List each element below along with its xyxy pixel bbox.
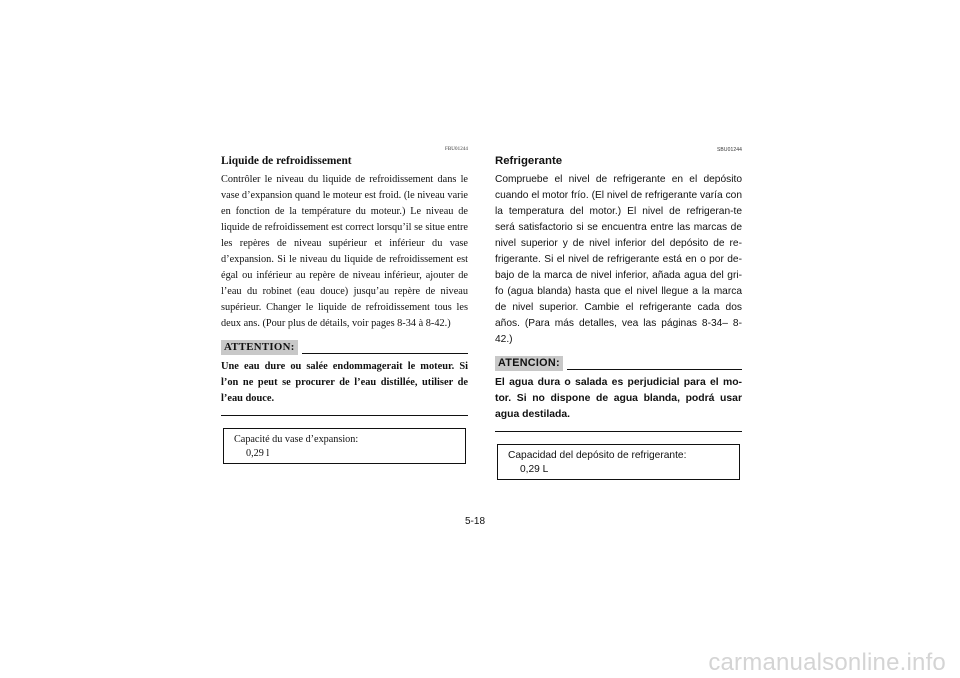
section-code: FBU01244 (444, 147, 468, 152)
caution-block (221, 339, 468, 416)
section-body: Compruebe el nivel de refrigerante en el depósito cuando el motor frío. (El nivel de refrigerante varía con la temperatura del motor.) El nivel de refrigeran-te será satisfactorio si se encuentra entre las marcas de nivel superior y de nivel inferior del depósito de re-frigerante. Si el nivel de refrigerante está en o por de-bajo de la marca de nivel inferior, añada agua del gri-fo (agua blanda) hasta que el nivel llegue a la marca de nivel superior. Cambie el refrigerante cada dos años. (Para más detalles, vea las páginas 8-34– 8-42.) (495, 174, 742, 345)
section-heading: Refrigerante (495, 155, 563, 167)
spec-box (497, 444, 740, 480)
spanish-column (495, 146, 742, 480)
caution-header (221, 339, 468, 355)
section-heading: Liquide de refroidissement (221, 155, 352, 167)
divider (567, 369, 742, 370)
caution-text: El agua dura o salada es perjudicial para el mo-tor. Si no dispone de agua blanda, podrá usar agua destilada. (495, 377, 742, 420)
spec-label: Capacidad del depósito de refrigerante: (508, 450, 687, 461)
caution-block (495, 355, 742, 432)
french-column (221, 146, 468, 464)
caution-label: ATTENTION: (221, 340, 298, 355)
spec-box (223, 428, 466, 464)
watermark: carmanualsonline.info (708, 649, 946, 676)
caution-label: ATENCION: (495, 356, 563, 371)
spec-value: 0,29 L (520, 464, 549, 475)
caution-header (495, 355, 742, 371)
section-code: SBU01244 (717, 147, 742, 153)
spec-value: 0,29 l (246, 448, 270, 459)
divider (302, 353, 468, 354)
divider (221, 415, 468, 416)
divider (495, 431, 742, 432)
caution-text: Une eau dure ou salée endommagerait le moteur. Si l’on ne peut se procurer de l’eau distillée, utiliser de l’eau douce. (221, 361, 468, 404)
section-body: Contrôler le niveau du liquide de refroidissement dans le vase d’expansion quand le moteur est froid. (le niveau varie en fonction de la température du moteur.) Le niveau de liquide de refroidissement est correct lorsqu’il se situe entre les repères de niveau supérieur et inférieur du vase d’expansion. Si le niveau du liquide de refroidissement est égal ou inférieur au repère de niveau inférieur, ajouter de l’eau du robinet (eau douce) jusqu’au repère de niveau supérieur. Changer le liquide de refroidissement tous les deux ans. (Pour plus de détails, voir pages 8-34 à 8-42.) (221, 174, 468, 329)
page-number: 5-18 (465, 516, 486, 527)
spec-label: Capacité du vase d’expansion: (234, 434, 359, 445)
